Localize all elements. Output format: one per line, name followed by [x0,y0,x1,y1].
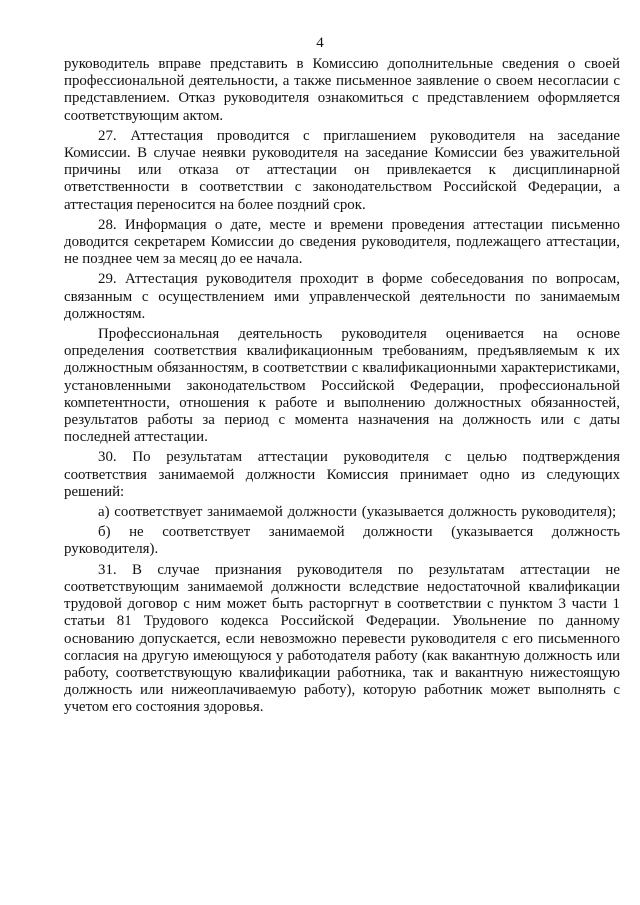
paragraph-professional-activity: Профессиональная деятельность руководителя оценивается на основе определения соответствия квалификационным требованиям, предъявляемым к их должностным обязанностям, в соответствии с квалификационными характеристиками, установленными законодательством Российской Федерации, профессиональной компетентности, отношения к работе и выполнению должностных обязанностей, результатов работы за период с момента назначения на должность или с даты последней аттестации. [64,326,620,446]
paragraph-31: 31. В случае признания руководителя по результатам аттестации не соответствующим занимаемой должности вследствие недостаточной квалификации трудовой договор с ним может быть расторгнут в соответствии с пунктом 3 части 1 статьи 81 Трудового кодекса Российской Федерации. Увольнение по данному основанию допускается, если невозможно перевести руководителя с его письменного согласия на другую имеющуюся у работодателя работу (как вакантную должность или работу, соответствующую квалификации работника, так и вакантную нижестоящую должность или нижеоплачиваемую работу), которую работник может выполнять с учетом его состояния здоровья. [64,561,620,716]
page-number: 4 [316,35,324,51]
paragraph-27: 27. Аттестация проводится с приглашением руководителя на заседание Комиссии. В случае неявки руководителя на заседание Комиссии без уважительной причины или отказа от аттестации он привлекается к дисциплинарной ответственности в соответствии с законодательством Российской Федерации, а аттестация переносится на более поздний срок. [64,127,620,213]
paragraph-decision-a: а) соответствует занимаемой должности (указывается должность руководителя); [98,504,617,521]
paragraph-29: 29. Аттестация руководителя проходит в форме собеседования по вопросам, связанным с осуществлением ими управленческой деятельности по занимаемым должностям. [64,271,620,322]
paragraph-28: 28. Информация о дате, месте и времени проведения аттестации письменно доводится секретарем Комиссии до сведения руководителя, подлежащего аттестации, не позднее чем за месяц до ее начала. [64,216,620,268]
paragraph-30: 30. По результатам аттестации руководителя с целью подтверждения соответствия занимаемой должности Комиссия принимает одно из следующих решений: [64,449,620,500]
paragraph-continuation: руководитель вправе представить в Комиссию дополнительные сведения о своей профессиональной деятельности, а также письменное заявление о своем несогласии с представлением. Отказ руководителя ознакомиться с представлением оформляется соответствующим актом. [64,56,620,124]
paragraph-decision-b: б) не соответствует занимаемой должности (указывается должность руководителя). [64,524,620,558]
document-body [64,56,620,720]
